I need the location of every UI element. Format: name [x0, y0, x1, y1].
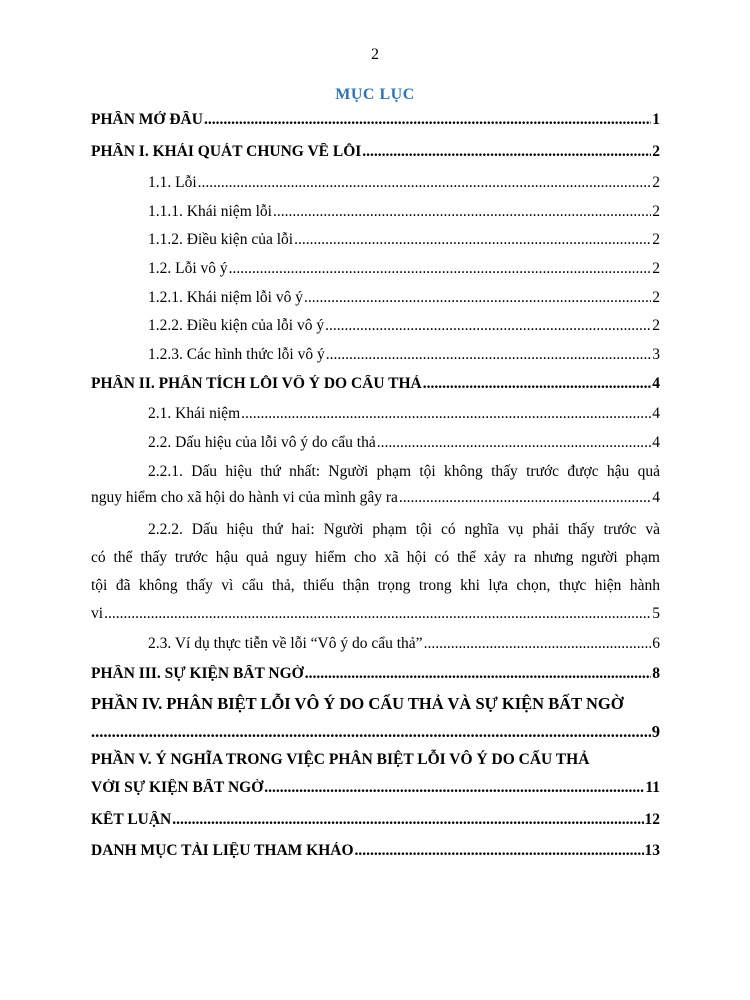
- toc-page-number: 2: [652, 143, 660, 160]
- toc-page-number: 4: [652, 489, 660, 506]
- toc-entry-2-2-1[interactable]: 2.2.1. Dấu hiệu thứ nhất: Người phạm tội không thấy trước được hậu quả nguy hiểm cho xã hội do hành vi của mình gây ra ..... 4: [91, 463, 660, 507]
- toc-entry-1-2[interactable]: 1.2. Lỗi vô ý ..... 2: [91, 260, 660, 278]
- toc-page-number: 12: [644, 811, 660, 828]
- toc-page-number: 8: [652, 665, 660, 682]
- toc-entry-2-3[interactable]: 2.3. Ví dụ thực tiễn về lỗi “Vô ý do cẩu thả” ..... 6: [91, 635, 660, 653]
- toc-page-number: 3: [652, 346, 660, 363]
- toc-page-number: 9: [651, 722, 660, 741]
- toc-page-number: 1: [652, 111, 660, 128]
- toc-page-number: 5: [652, 605, 660, 622]
- toc-entry-phan-3[interactable]: PHẦN III. SỰ KIỆN BẤT NGỜ ..... 8: [91, 665, 660, 683]
- toc-entry-1-2-1[interactable]: 1.2.1. Khái niệm lỗi vô ý ..... 2: [91, 289, 660, 307]
- toc-entry-tai-lieu[interactable]: DANH MỤC TÀI LIỆU THAM KHẢO ..... 13: [91, 842, 660, 860]
- toc-page-number: 11: [645, 779, 660, 796]
- toc-page-number: 2: [652, 289, 660, 306]
- toc-entry-phan-4[interactable]: PHẦN IV. PHÂN BIỆT LỖI VÔ Ý DO CẨU THẢ VÀ SỰ KIỆN BẤT NGỜ ..... 9: [91, 694, 660, 742]
- toc-page-number: 2: [652, 231, 660, 248]
- toc-entry-ket-luan[interactable]: KẾT LUẬN ..... 12: [91, 811, 660, 829]
- toc-entry-phan-5[interactable]: PHẦN V. Ý NGHĨA TRONG VIỆC PHÂN BIỆT LỖI VÔ Ý DO CẨU THẢ VỚI SỰ KIỆN BẤT NGỜ ..... 11: [91, 751, 660, 797]
- toc-page-number: 4: [652, 434, 660, 451]
- toc-entry-1-2-2[interactable]: 1.2.2. Điều kiện của lỗi vô ý ..... 2: [91, 317, 660, 335]
- toc-page-number: 6: [652, 635, 660, 652]
- toc-entry-mo-dau[interactable]: PHẦN MỞ ĐẦU ..... 1: [91, 111, 660, 129]
- toc-page-number: 13: [644, 842, 660, 859]
- toc-page-number: 4: [652, 375, 660, 392]
- toc-entry-1-1-1[interactable]: 1.1.1. Khái niệm lỗi ..... 2: [91, 203, 660, 221]
- toc-page-number: 2: [652, 317, 660, 334]
- toc-entry-2-2[interactable]: 2.2. Dấu hiệu của lỗi vô ý do cẩu thả ..... 4: [91, 434, 660, 452]
- page-number: 2: [371, 46, 379, 63]
- toc-entry-phan-2[interactable]: PHẦN II. PHÂN TÍCH LỖI VÔ Ý DO CẨU THẢ ..... 4: [91, 375, 660, 393]
- toc-page-number: 4: [652, 405, 660, 422]
- toc-page-number: 2: [652, 203, 660, 220]
- toc-entry-1-1-2[interactable]: 1.1.2. Điều kiện của lỗi ..... 2: [91, 231, 660, 249]
- toc-entry-2-1[interactable]: 2.1. Khái niệm ..... 4: [91, 405, 660, 423]
- toc-entry-2-2-2[interactable]: 2.2.2. Dấu hiệu thứ hai: Người phạm tội có nghĩa vụ phải thấy trước và có thể thấy trước hậu quả nguy hiểm cho xã hội có thể xảy ra nhưng người phạm tội đã không thấy vì cẩu thả, thiếu thận trọng trong khi lựa chọn, thực hiện hành vi ..... 5: [91, 521, 660, 623]
- toc-title: MỤC LỤC: [335, 86, 415, 103]
- toc-entry-1-2-3[interactable]: 1.2.3. Các hình thức lỗi vô ý ..... 3: [91, 346, 660, 364]
- toc-page-number: 2: [652, 260, 660, 277]
- toc-page-number: 2: [652, 174, 660, 191]
- toc-entry-1-1[interactable]: 1.1. Lỗi ..... 2: [91, 174, 660, 192]
- toc-entry-phan-1[interactable]: PHẦN I. KHÁI QUÁT CHUNG VỀ LỖI ..... 2: [91, 143, 660, 161]
